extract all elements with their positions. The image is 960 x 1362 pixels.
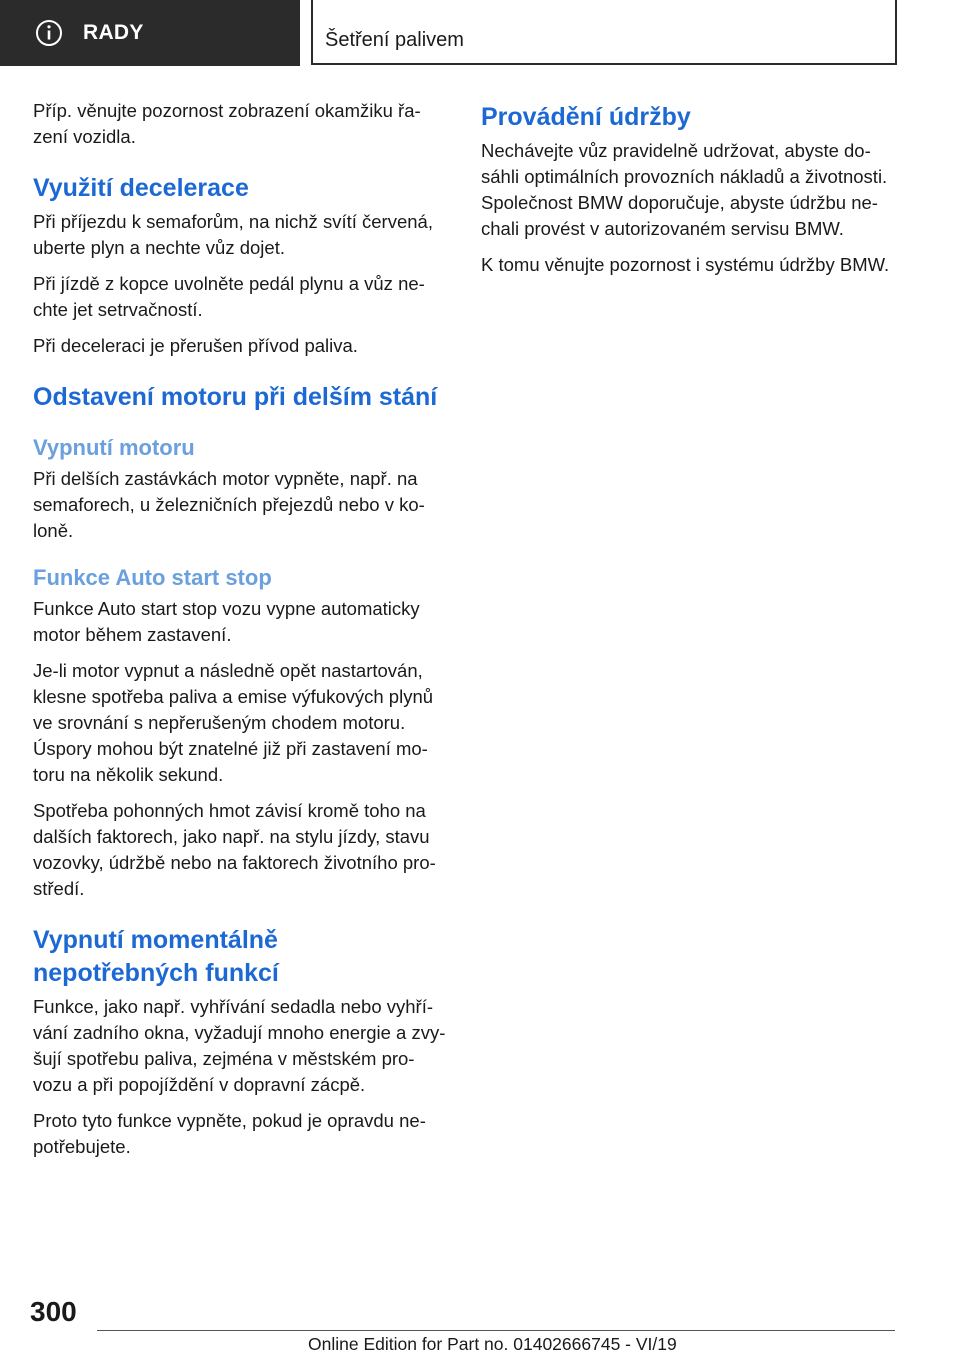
- paragraph: K tomu věnujte pozornost i systému údržby BMW.: [481, 254, 890, 275]
- left-column: [33, 98, 448, 1170]
- heading-functions-off: Vypnutí momentálně nepotřebných funkcí: [33, 926, 279, 987]
- paragraph: Je-li motor vypnut a následně opět nastartován, klesne spotřeba paliva a emise výfukových plynů ve srovnání s nepřerušeným chodem motoru. Úspory mohou být znatelné již při zastavení mo- toru na několik sekund.: [33, 660, 434, 785]
- page-number: 300: [30, 1296, 77, 1327]
- heading-maintenance: Provádění údržby: [481, 103, 691, 131]
- heading-engine-off: Odstavení motoru při delším stání: [33, 383, 438, 411]
- paragraph: Při příjezdu k semaforům, na nichž svítí červená, uberte plyn a nechte vůz dojet.: [33, 211, 433, 258]
- intro-paragraph: Příp. věnujte pozornost zobrazení okamžiku řa- zení vozidla.: [33, 100, 421, 147]
- paragraph: Funkce, jako např. vyhřívání sedadla nebo vyhří- vání zadního okna, vyžadují mnoho energie a zvy- šují spotřebu paliva, zejména v městském pro- vozu a při popojíždění v dopravní zácpě.: [33, 996, 446, 1095]
- paragraph: Funkce Auto start stop vozu vypne automaticky motor během zastavení.: [33, 598, 420, 645]
- paragraph: Při deceleraci je přerušen přívod paliva.: [33, 335, 358, 356]
- paragraph: Při jízdě z kopce uvolněte pedál plynu a vůz ne- chte jet setrvačností.: [33, 273, 425, 320]
- paragraph: Nechávejte vůz pravidelně udržovat, abyste do- sáhli optimálních provozních nákladů a životnosti. Společnost BMW doporučuje, abyste údržbu ne- chali provést v autorizovaném servisu BMW.: [481, 140, 888, 239]
- paragraph: Spotřeba pohonných hmot závisí kromě toho na dalších faktorech, jako např. na stylu jízdy, stavu vozovky, údržbě nebo na faktorech životního pro- středí.: [33, 800, 436, 899]
- subheading-engine-stop: Vypnutí motoru: [33, 435, 195, 460]
- info-icon: [35, 19, 63, 47]
- paragraph: Při delších zastávkách motor vypněte, např. na semaforech, u železničních přejezdů nebo v ko- loně.: [33, 468, 425, 541]
- section-label: RADY: [83, 21, 144, 44]
- chapter-title: Šetření palivem: [325, 29, 464, 51]
- footer-divider: [97, 1330, 895, 1331]
- heading-deceleration: Využití decelerace: [33, 174, 249, 202]
- footer-edition: Online Edition for Part no. 01402666745 - VI/19: [308, 1334, 677, 1354]
- subheading-auto-start-stop: Funkce Auto start stop: [33, 565, 272, 590]
- header-chapter-box: [311, 0, 897, 65]
- right-column: [481, 101, 896, 288]
- header-section-tab: [0, 0, 300, 66]
- paragraph: Proto tyto funkce vypněte, pokud je opravdu ne- potřebujete.: [33, 1110, 426, 1157]
